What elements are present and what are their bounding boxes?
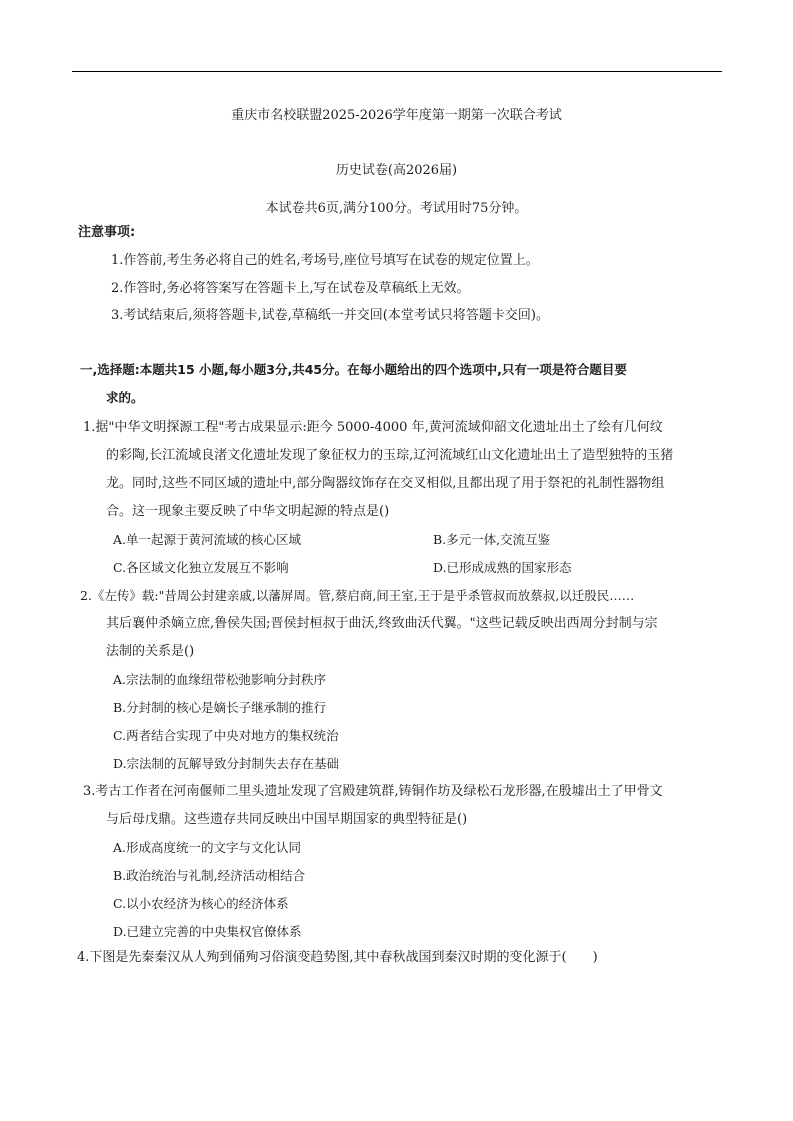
- question-2-option-a: A.宗法制的血缘纽带松弛影响分封秩序: [113, 672, 327, 687]
- subject-title: 历史试卷(高2026届): [335, 163, 458, 178]
- question-2-line: 其后襄仲杀嫡立庶,鲁侯失国;晋侯封桓叔于曲沃,终致曲沃代翼。"这些记载反映出西周分封制与宗: [106, 616, 658, 631]
- question-2-option-b: B.分封制的核心是嫡长子继承制的推行: [113, 700, 327, 715]
- question-1-option-b: B.多元一体,交流互鉴: [433, 532, 551, 547]
- question-2-line: 2.《左传》载:"昔周公封建亲戚,以藩屏周。管,蔡启商,间王室,王于是乎杀管叔而放蔡叔,以迁殷民……: [80, 588, 635, 603]
- question-4-line: 4.下图是先秦秦汉从人殉到俑殉习俗演变趋势图,其中春秋战国到秦汉时期的变化源于( ): [77, 950, 598, 965]
- note-item: 1.作答前,考生务必将自己的姓名,考场号,座位号填写在试卷的规定位置上。: [111, 253, 539, 268]
- section-heading: 一,选择题:本题共15 小题,每小题3分,共45分。在每小题给出的四个选项中,只有一项是符合题目要: [80, 362, 627, 377]
- exam-info: 本试卷共6页,满分100分。考试用时75分钟。: [265, 201, 528, 216]
- note-item: 2.作答时,务必将答案写在答题卡上,写在试卷及草稿纸上无效。: [111, 281, 470, 296]
- question-1-line: 1.据"中华文明探源工程"考古成果显示:距今 5000-4000 年,黄河流域仰韶文化遗址出土了绘有几何纹: [83, 420, 663, 435]
- question-3-line: 与后母戊鼎。这些遗存共同反映出中国早期国家的典型特征是(): [106, 812, 468, 827]
- note-item: 3.考试结束后,须将答题卡,试卷,草稿纸一并交回(本堂考试只将答题卡交回)。: [111, 308, 549, 323]
- question-2-line: 法制的关系是(): [106, 644, 195, 659]
- question-3-line: 3.考古工作者在河南偃师二里头遗址发现了宫殿建筑群,铸铜作坊及绿松石龙形器,在殷墟出土了甲骨文: [83, 784, 663, 799]
- question-3-option-c: C.以小农经济为核心的经济体系: [113, 896, 289, 911]
- question-3-option-d: D.已建立完善的中央集权官僚体系: [113, 924, 302, 939]
- question-1-option-d: D.已形成成熟的国家形态: [433, 560, 572, 575]
- section-heading-cont: 求的。: [106, 390, 144, 405]
- question-3-option-a: A.形成高度统一的文字与文化认同: [113, 840, 302, 855]
- notes-heading: 注意事项:: [78, 225, 136, 240]
- question-1-line: 龙。同时,这些不同区域的遗址中,部分陶器纹饰存在交叉相似,且都出现了用于祭祀的礼制性器物组: [106, 476, 665, 491]
- question-2-option-d: D.宗法制的瓦解导致分封制失去存在基础: [113, 756, 340, 771]
- question-1-line: 合。这一现象主要反映了中华文明起源的特点是(): [106, 504, 390, 519]
- question-1-option-a: A.单一起源于黄河流域的核心区域: [113, 532, 302, 547]
- top-rule: [72, 71, 722, 72]
- question-2-option-c: C.两者结合实现了中央对地方的集权统治: [113, 728, 339, 743]
- question-1-line: 的彩陶,长江流域良渚文化遗址发现了象征权力的玉琮,辽河流域红山文化遗址出土了造型独特的玉猪: [106, 448, 674, 463]
- exam-title: 重庆市名校联盟2025-2026学年度第一期第一次联合考试: [231, 108, 562, 123]
- question-1-option-c: C.各区域文化独立发展互不影响: [113, 560, 289, 575]
- question-3-option-b: B.政治统治与礼制,经济活动相结合: [113, 868, 306, 883]
